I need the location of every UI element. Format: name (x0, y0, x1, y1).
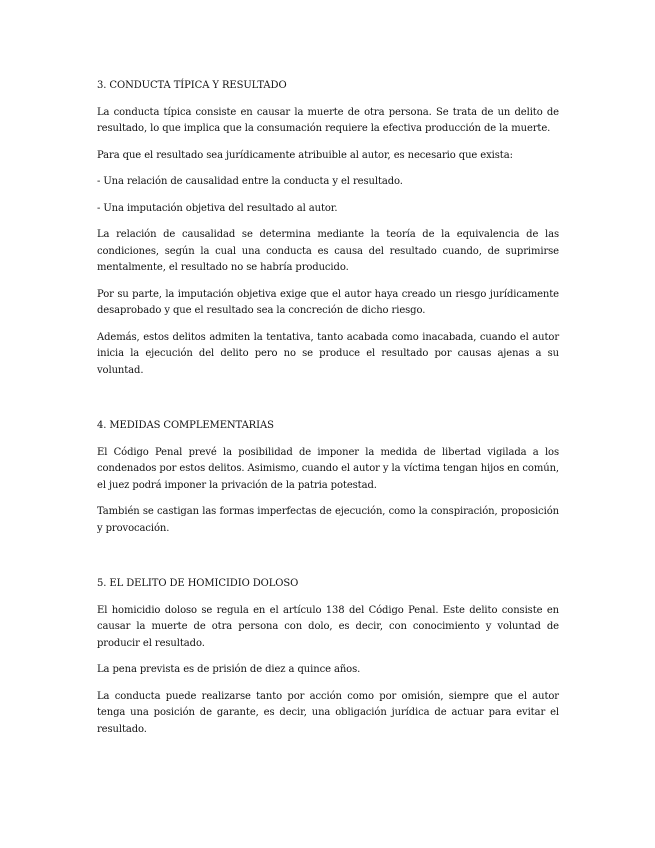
paragraph: La conducta típica consiste en causar la muerte de otra persona. Se trata de un delito de resultado, lo que implica que la consumación requiere la efectiva producción de la muerte. (97, 106, 559, 134)
document-body (97, 78, 559, 738)
list-item: - Una relación de causalidad entre la conducta y el resultado. (97, 176, 403, 187)
paragraph: La pena prevista es de prisión de diez a quince años. (97, 664, 361, 675)
paragraph: El homicidio doloso se regula en el artículo 138 del Código Penal. Este delito consiste en causar la muerte de otra persona con dolo, es decir, con conocimiento y voluntad de producir el resultado. (97, 604, 559, 649)
list-item: - Una imputación objetiva del resultado al autor. (97, 202, 338, 214)
section-heading: 3. CONDUCTA TÍPICA Y RESULTADO (97, 80, 287, 91)
section-heading: 4. MEDIDAS COMPLEMENTARIAS (97, 420, 274, 431)
section-homicidio-doloso (97, 576, 559, 738)
paragraph: La conducta puede realizarse tanto por acción como por omisión, siempre que el autor tenga una posición de garante, es decir, una obligación jurídica de actuar para evitar el resultado. (97, 690, 559, 735)
paragraph: Para que el resultado sea jurídicamente atribuible al autor, es necesario que exista: (97, 149, 513, 161)
paragraph: La relación de causalidad se determina mediante la teoría de la equivalencia de las condiciones, según la cual una conducta es causa del resultado cuando, de suprimirse mentalmente, el resultado no se habría producido. (97, 229, 559, 273)
section-medidas-complementarias (97, 418, 559, 537)
section-conducta-tipica (97, 78, 559, 379)
paragraph: Por su parte, la imputación objetiva exige que el autor haya creado un riesgo jurídicamente desaprobado y que el resultado sea la concreción de dicho riesgo. (97, 288, 559, 316)
paragraph: También se castigan las formas imperfectas de ejecución, como la conspiración, proposición y provocación. (97, 506, 559, 534)
paragraph: Además, estos delitos admiten la tentativa, tanto acabada como inacabada, cuando el autor inicia la ejecución del delito pero no se produce el resultado por causas ajenas a su voluntad. (97, 331, 559, 376)
section-heading: 5. EL DELITO DE HOMICIDIO DOLOSO (97, 578, 299, 589)
paragraph: El Código Penal prevé la posibilidad de imponer la medida de libertad vigilada a los condenados por estos delitos. Asimismo, cuando el autor y la víctima tengan hijos en común, el juez podrá imponer la privación de la patria potestad. (97, 446, 559, 491)
